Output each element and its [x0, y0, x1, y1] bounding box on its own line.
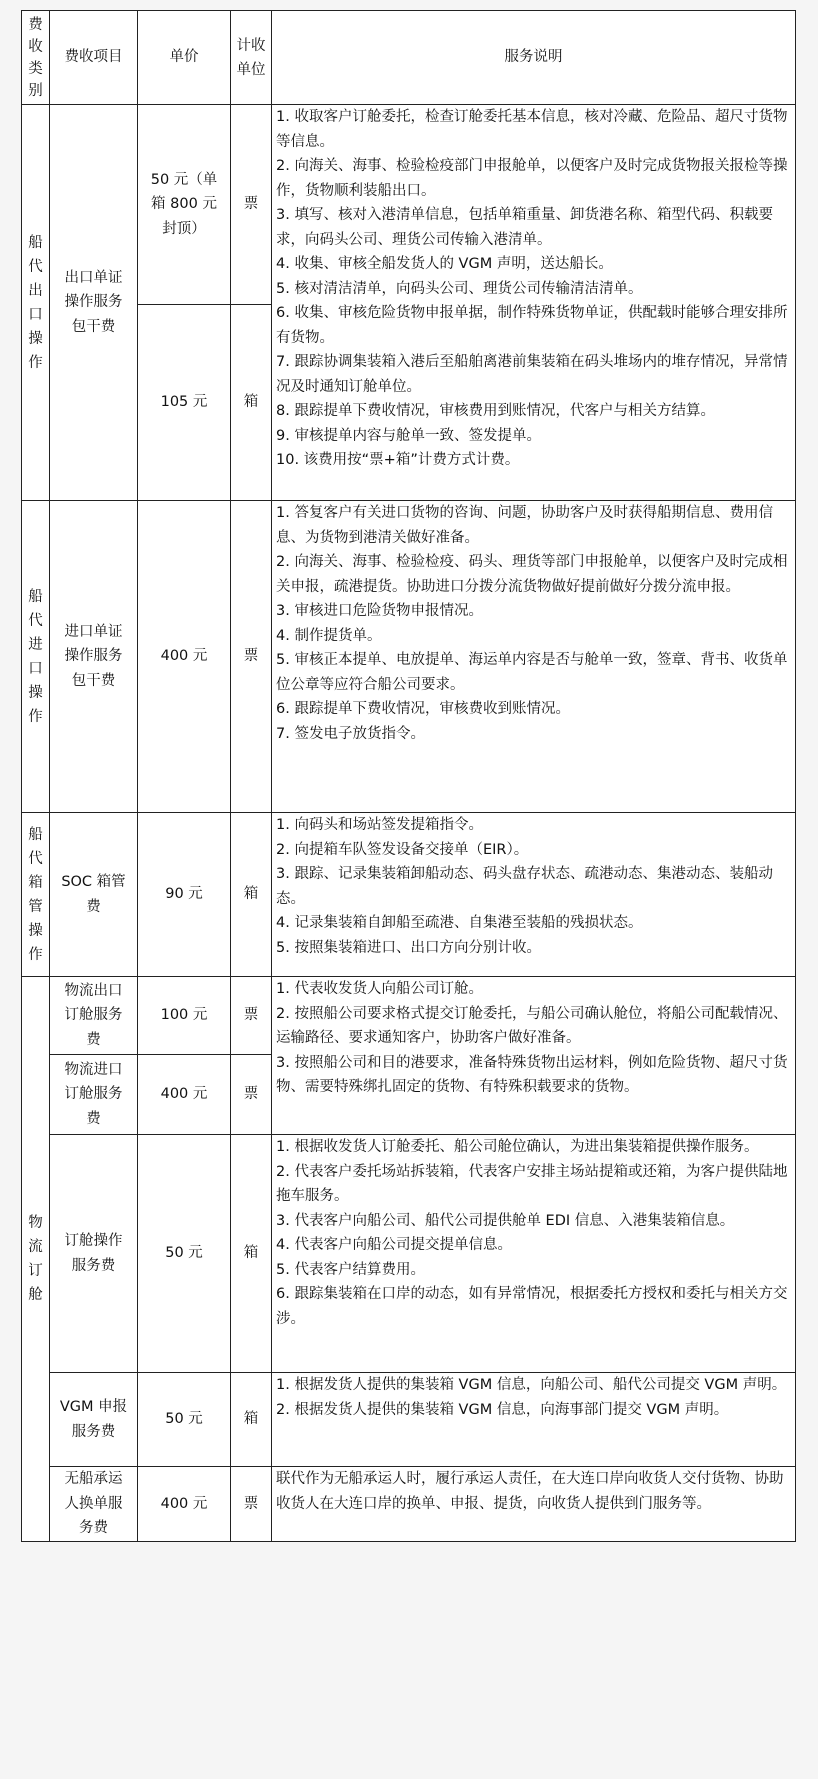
desc-line: 1. 代表收发货人向船公司订舱。: [276, 981, 483, 997]
export-row-a: [22, 105, 796, 305]
booking-op-row: [22, 1135, 796, 1373]
desc-line: 5. 按照集装箱进口、出口方向分别计收。: [276, 939, 541, 956]
desc-line: 2. 向提箱车队签发设备交接单（EIR）。: [276, 841, 529, 858]
desc-line: 4. 记录集装箱自卸船至疏港、自集港至装船的残损状态。: [276, 915, 643, 931]
vgm-row: [22, 1373, 796, 1467]
unit-export-box: 箱: [231, 305, 272, 501]
header-item: 费收项目: [50, 11, 138, 105]
item-nvocc: 无船承运人换单服务费: [50, 1467, 138, 1542]
nvocc-row: [22, 1467, 796, 1542]
logistics-export-row: [22, 977, 796, 1055]
desc-line: 6. 收集、审核危险货物申报单据，制作特殊货物单证，供配载时能够合理安排所有货物。: [276, 305, 788, 346]
unit-nvocc: 票: [231, 1467, 272, 1542]
price-export-box: 105 元: [138, 305, 231, 501]
unit-import: 票: [231, 501, 272, 813]
price-soc: 90 元: [138, 813, 231, 977]
unit-logistics-import: 票: [231, 1055, 272, 1135]
desc-line: 3. 代表客户向船公司、船代公司提供舱单 EDI 信息、入港集装箱信息。: [276, 1212, 735, 1229]
item-booking-op: 订舱操作服务费: [50, 1135, 138, 1373]
price-logistics-export: 100 元: [138, 977, 231, 1055]
desc-line: 3. 跟踪、记录集装箱卸船动态、码头盘存状态、疏港动态、集港动态、装船动态。: [276, 866, 773, 907]
desc-line: 1. 向码头和场站签发提箱指令。: [276, 817, 483, 833]
item-logistics-import: 物流进口订舱服务费: [50, 1055, 138, 1135]
price-nvocc: 400 元: [138, 1467, 231, 1542]
unit-booking-op: 箱: [231, 1135, 272, 1373]
description-vgm: [272, 1373, 796, 1467]
desc-line: 7. 签发电子放货指令。: [276, 725, 425, 742]
desc-line: 1. 答复客户有关进口货物的咨询、问题，协助客户及时获得船期信息、费用信息、为货物到港清关做好准备。: [276, 505, 773, 546]
desc-line: 2. 向海关、海事、检验检疫部门申报舱单，以便客户及时完成货物报关报检等操作，货物顺利装船出口。: [276, 158, 788, 199]
desc-line: 2. 代表客户委托场站拆装箱，代表客户安排主场站提箱或还箱，为客户提供陆地拖车服务。: [276, 1163, 788, 1204]
description-booking-op: [272, 1135, 796, 1373]
price-logistics-import: 400 元: [138, 1055, 231, 1135]
description-logistics-booking: [272, 977, 796, 1135]
desc-line: 5. 代表客户结算费用。: [276, 1261, 425, 1278]
desc-line: 10. 该费用按“票+箱”计费方式计费。: [276, 452, 520, 468]
desc-line: 5. 审核正本提单、电放提单、海运单内容是否与舱单一致，签章、背书、收货单位公章等应符合船公司要求。: [276, 652, 788, 693]
desc-line: 6. 跟踪集装箱在口岸的动态，如有异常情况，根据委托方授权和委托与相关方交涉。: [276, 1286, 788, 1327]
item-import: 进口单证操作服务包干费: [50, 501, 138, 813]
desc-line: 1. 根据发货人提供的集装箱 VGM 信息，向船公司、船代公司提交 VGM 声明。: [276, 1377, 787, 1393]
soc-row: [22, 813, 796, 977]
desc-line: 4. 制作提货单。: [276, 627, 382, 644]
price-booking-op: 50 元: [138, 1135, 231, 1373]
desc-line: 8. 跟踪提单下费收情况，审核费用到账情况，代客户与相关方结算。: [276, 403, 715, 419]
unit-logistics-export: 票: [231, 977, 272, 1055]
price-import: 400 元: [138, 501, 231, 813]
description-import: [272, 501, 796, 813]
desc-line: 4. 收集、审核全船发货人的 VGM 声明，送达船长。: [276, 256, 613, 272]
fee-table: [21, 10, 796, 1542]
item-soc: SOC 箱管费: [50, 813, 138, 977]
unit-vgm: 箱: [231, 1373, 272, 1467]
header-price: 单价: [138, 11, 231, 105]
desc-line: 联代作为无船承运人时，履行承运人责任，在大连口岸向收货人交付货物、协助收货人在大连口岸的换单、申报、提货，向收货人提供到门服务等。: [276, 1471, 784, 1512]
desc-line: 1. 收取客户订舱委托，检查订舱委托基本信息，核对冷藏、危险品、超尺寸货物等信息。: [276, 109, 788, 150]
header-description: 服务说明: [272, 11, 796, 105]
desc-line: 6. 跟踪提单下费收情况，审核费收到账情况。: [276, 701, 570, 717]
description-nvocc: [272, 1467, 796, 1542]
item-export: 出口单证操作服务包干费: [50, 105, 138, 501]
desc-line: 3. 审核进口危险货物申报情况。: [276, 603, 483, 619]
category-import: 船代进口操作: [22, 501, 50, 813]
import-row: [22, 501, 796, 813]
desc-line: 7. 跟踪协调集装箱入港后至船舶离港前集装箱在码头堆场内的堆存情况，异常情况及时通知订舱单位。: [276, 354, 788, 395]
desc-line: 3. 填写、核对入港清单信息，包括单箱重量、卸货港名称、箱型代码、积载要求，向码头公司、理货公司传输入港清单。: [276, 207, 773, 248]
desc-line: 4. 代表客户向船公司提交提单信息。: [276, 1237, 512, 1253]
price-export-ticket: 50 元（单箱 800 元封顶）: [138, 105, 231, 305]
desc-line: 9. 审核提单内容与舱单一致、签发提单。: [276, 427, 541, 444]
desc-line: 2. 根据发货人提供的集装箱 VGM 信息，向海事部门提交 VGM 声明。: [276, 1401, 729, 1418]
header-unit: 计收单位: [231, 11, 272, 105]
description-export: [272, 105, 796, 501]
category-logistics: 物流订舱: [22, 977, 50, 1542]
desc-line: 2. 向海关、海事、检验检疫、码头、理货等部门申报舱单，以便客户及时完成相关申报，疏港提货。协助进口分拨分流货物做好提前做好分拨分流申报。: [276, 554, 788, 595]
header-row: [22, 11, 796, 105]
category-export: 船代出口操作: [22, 105, 50, 501]
unit-export-ticket: 票: [231, 105, 272, 305]
desc-line: 2. 按照船公司要求格式提交订舱委托，与船公司确认舱位，将船公司配载情况、运输路径、要求通知客户，协助客户做好准备。: [276, 1005, 788, 1046]
item-logistics-export: 物流出口订舱服务费: [50, 977, 138, 1055]
desc-line: 3. 按照船公司和目的港要求，准备特殊货物出运材料，例如危险货物、超尺寸货物、需要特殊绑扎固定的货物、有特殊积载要求的货物。: [276, 1054, 788, 1095]
description-soc: [272, 813, 796, 977]
desc-line: 1. 根据收发货人订舱委托、船公司舱位确认，为进出集装箱提供操作服务。: [276, 1139, 759, 1155]
unit-soc: 箱: [231, 813, 272, 977]
desc-line: 5. 核对清洁清单，向码头公司、理货公司传输清洁清单。: [276, 280, 643, 297]
item-vgm: VGM 申报服务费: [50, 1373, 138, 1467]
price-vgm: 50 元: [138, 1373, 231, 1467]
header-category: 费收类别: [22, 11, 50, 105]
category-soc: 船代箱管操作: [22, 813, 50, 977]
